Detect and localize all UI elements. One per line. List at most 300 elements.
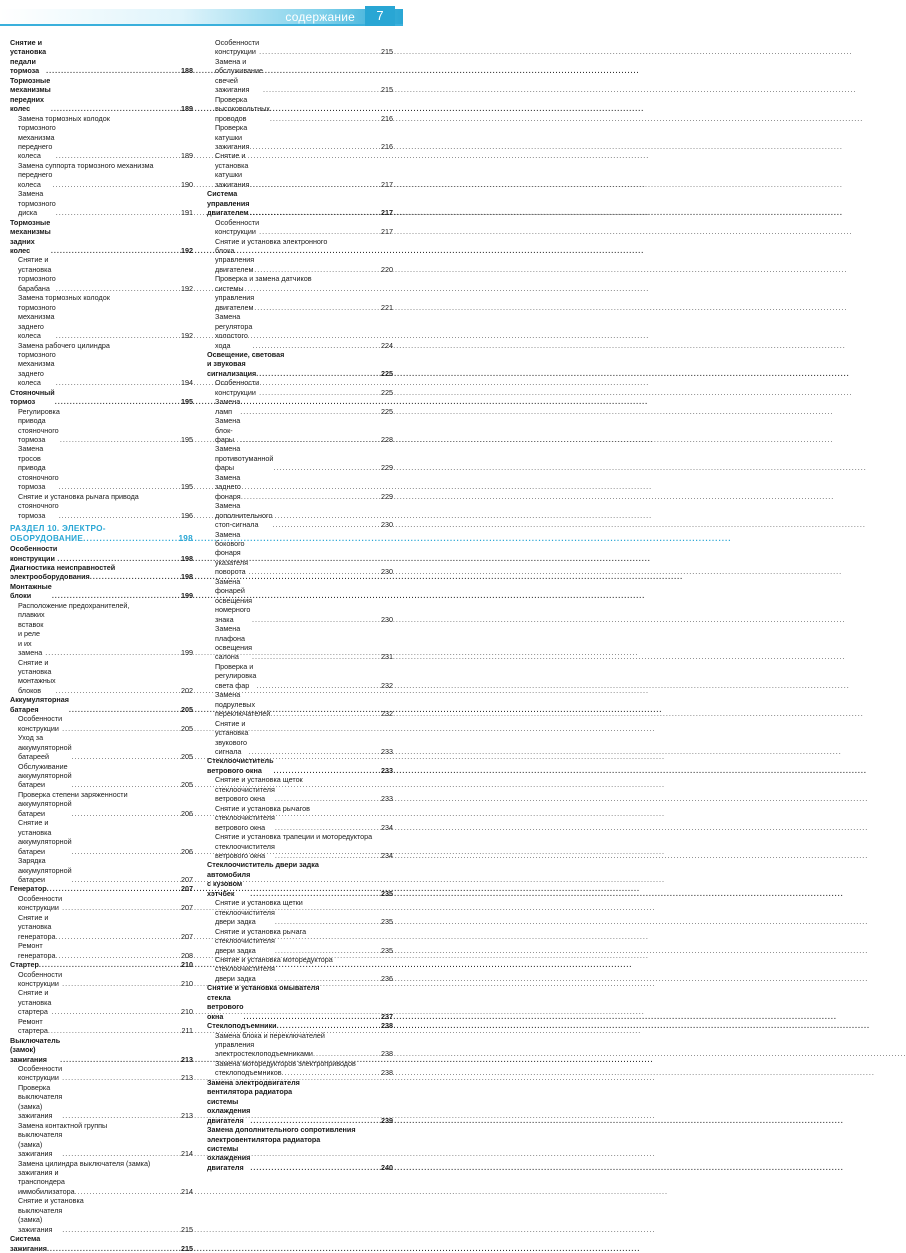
toc-entry [207, 1144, 393, 1172]
toc-entry [207, 123, 393, 151]
toc-entry-title: Снятие и установка стартера [18, 988, 52, 1017]
toc-entry [207, 57, 393, 95]
toc-entry-title: Особенности конструкции [10, 544, 58, 563]
toc-entry-title: Замена и обслуживание свечей зажигания [215, 56, 264, 95]
toc-entry-line: Снятие и установка рычага привода [18, 491, 139, 501]
dot-leader [56, 208, 180, 217]
toc-entry [10, 350, 193, 388]
toc-entry-title: Замена ламп [215, 397, 241, 416]
toc-entry-title: Уход за аккумуляторной батареей [18, 733, 72, 762]
toc-entry-page: 225 [381, 387, 393, 397]
dot-leader [259, 47, 380, 56]
toc-entry-title: системы охлаждения двигателя [207, 1144, 251, 1172]
toc-entry-page: 207 [181, 903, 193, 913]
dot-leader [270, 114, 380, 123]
toc-entry [10, 884, 193, 893]
toc-entry-line: Стеклоочиститель двери задка [207, 860, 319, 870]
toc-entry [10, 444, 193, 491]
toc-entry-title: Снятие и установка тормозного барабана [18, 255, 56, 293]
toc-entry-title: автомобиля с кузовом хэтчбек [207, 869, 251, 898]
dot-leader [249, 208, 380, 217]
toc-entry-line: Снятие и установка щетки [215, 898, 303, 908]
toc-entry-line: Снятие и установка рычагов [215, 803, 310, 813]
dot-leader [252, 341, 380, 350]
toc-entry-title: стеклоподъемников [215, 1068, 282, 1078]
toc-entry-page: 190 [181, 179, 193, 189]
toc-entry-page: 210 [181, 978, 193, 988]
toc-entry [10, 170, 193, 189]
toc-entry-page: 230 [381, 567, 393, 577]
toc-entry-title: Аккумуляторная батарея [10, 695, 69, 714]
toc-entry [10, 123, 193, 161]
toc-entry-line: Проверка степени заряженности [18, 789, 128, 799]
toc-entry-title: Замена плафона освещения салона [215, 624, 253, 662]
toc-entry [10, 714, 193, 733]
dot-leader [275, 917, 380, 926]
dot-leader [69, 705, 180, 714]
dot-leader [51, 1007, 180, 1016]
dot-leader [59, 482, 180, 491]
toc-entry-page: 192 [181, 283, 193, 293]
toc-entry [207, 38, 393, 57]
toc-entry [10, 38, 193, 76]
dot-leader [55, 397, 180, 406]
toc-entry-page: 214 [181, 1186, 193, 1196]
toc-entry-line: Снятие и установка моторедуктора [215, 954, 333, 964]
toc-entry-page: 217 [381, 179, 393, 189]
toc-entry [207, 189, 393, 217]
toc-entry [207, 473, 393, 501]
toc-entry-line: Снятие и установка [18, 1196, 84, 1206]
dot-leader [55, 951, 180, 960]
toc-entry-page: 238 [381, 1068, 393, 1078]
toc-entry-line: Освещение, световая [207, 349, 285, 359]
toc-left-column [10, 38, 193, 1253]
toc-entry-page: 221 [381, 302, 393, 312]
toc-entry-title: Особенности конструкции [18, 969, 63, 988]
toc-entry-title: Замена фонарей освещения номерного знака [215, 576, 253, 624]
dot-leader [47, 1244, 180, 1253]
toc-entry-title: Снятие и установка катушки зажигания [215, 151, 250, 189]
toc-entry [10, 818, 193, 856]
toc-entry [10, 799, 193, 818]
toc-entry-page: 210 [181, 960, 193, 970]
toc-entry-title: выключателя (замка) зажигания [18, 1130, 63, 1159]
toc-entry [207, 151, 393, 189]
toc-entry-page: 234 [381, 822, 393, 832]
toc-entry-page: 189 [181, 104, 193, 114]
dot-leader [241, 492, 380, 501]
toc-entry [10, 1017, 193, 1036]
toc-entry-title: Стеклоочиститель ветрового окна [207, 756, 274, 775]
toc-entry [207, 813, 393, 832]
dot-leader [56, 331, 180, 340]
toc-entry-title: Замена регулятора холостого хода [215, 312, 253, 350]
dot-leader [72, 780, 180, 789]
toc-entry [207, 624, 393, 662]
toc-entry [10, 988, 193, 1016]
toc-entry-title: Замена тормозного диска [18, 189, 56, 218]
toc-entry-page: 205 [181, 752, 193, 762]
toc-entry-page: 238 [381, 1049, 393, 1059]
toc-entry-title: системы управления двигателем [215, 283, 255, 312]
dot-leader [250, 889, 380, 898]
toc-entry [207, 719, 393, 757]
toc-entry-title: Снятие и установка аккумуляторной батареи [18, 818, 72, 856]
dot-leader [263, 85, 380, 94]
toc-entry-title: переднего колеса [18, 170, 53, 189]
toc-entry [10, 582, 193, 601]
toc-entry-page: 216 [381, 141, 393, 151]
toc-entry-line: Снятие и установка рычага [215, 926, 307, 936]
toc-entry-title: Замена бокового фонаря указателя поворота [215, 529, 249, 577]
toc-entry [207, 378, 393, 397]
toc-entry [207, 1097, 393, 1125]
toc-entry-page: 196 [181, 510, 193, 520]
toc-entry-page: 198 [178, 534, 193, 544]
toc-entry-title: Тормозные механизмы задних колес [10, 217, 51, 255]
toc-entry-title: ОБОРУДОВАНИЕ [10, 534, 84, 544]
dot-leader [75, 1187, 180, 1196]
toc-entry-title: Замена тросов привода стояночного тормоза [18, 444, 59, 492]
toc-entry-page: 198 [181, 553, 193, 563]
dot-leader [56, 151, 180, 160]
toc-entry [10, 1206, 193, 1234]
dot-leader [244, 1012, 380, 1021]
toc-entry-title: Особенности конструкции [215, 38, 260, 57]
toc-entry [207, 577, 393, 624]
toc-entry [10, 913, 193, 941]
dot-leader [90, 572, 180, 581]
toc-entry-line: Расположение предохранителей, [18, 600, 130, 610]
toc-entry [207, 530, 393, 577]
toc-entry-page: 207 [181, 874, 193, 884]
toc-entry-title: Система управления двигателем [207, 189, 250, 218]
toc-entry-line: Замена рабочего цилиндра [18, 340, 110, 350]
toc-entry-line: РАЗДЕЛ 10. ЭЛЕКТРО- [10, 524, 106, 534]
toc-entry-page: 217 [381, 208, 393, 218]
toc-entry-page: 205 [181, 780, 193, 790]
dot-leader [252, 652, 380, 661]
toc-entry-title: стеклоочистителя ветрового окна [215, 813, 275, 832]
toc-entry-page: 224 [381, 340, 393, 350]
dot-leader [52, 591, 180, 600]
toc-entry-page: 233 [381, 794, 393, 804]
toc-entry-page: 234 [381, 850, 393, 860]
toc-entry [10, 856, 193, 884]
toc-entry-title: стояночного тормоза [18, 501, 59, 520]
toc-entry-page: 230 [381, 520, 393, 530]
dot-leader [250, 1163, 380, 1172]
dot-leader [57, 554, 180, 563]
dot-leader [275, 794, 380, 803]
toc-entry-line: Замена цилиндра выключателя (замка) [18, 1158, 151, 1168]
dot-leader [62, 903, 180, 912]
dot-leader [275, 974, 380, 983]
page-header [0, 0, 403, 26]
toc-entry-title: Особенности конструкции [18, 893, 63, 913]
toc-entry [10, 388, 193, 407]
toc-entry-title: Особенности конструкции [215, 378, 260, 397]
dot-leader [55, 932, 180, 941]
toc-entry-page: 230 [381, 614, 393, 624]
toc-entry [10, 762, 193, 790]
toc-entry-page: 192 [181, 245, 193, 255]
toc-entry [207, 359, 393, 378]
toc-entry-title: Замена дополнительного стоп-сигнала [215, 501, 273, 530]
toc-entry-page: 191 [181, 208, 193, 218]
toc-entry [10, 610, 193, 657]
toc-entry-page: 208 [181, 950, 193, 960]
dot-leader [254, 265, 380, 274]
toc-entry [207, 95, 393, 123]
toc-entry-title: Обслуживание аккумуляторной батареи [18, 761, 72, 790]
dot-leader [259, 227, 380, 236]
toc-entry-page: 228 [381, 435, 393, 445]
toc-entry-line: Замена дополнительного сопротивления [207, 1125, 356, 1135]
dot-leader [313, 1049, 380, 1058]
toc-entry [207, 1068, 393, 1077]
dot-leader [240, 407, 380, 416]
toc-entry-page: 198 [181, 572, 193, 582]
toc-entry-title: Монтажные блоки [10, 581, 52, 601]
toc-entry-title: Снятие и установка генератора [18, 912, 56, 941]
toc-entry [207, 785, 393, 804]
toc-entry-page: 215 [181, 1243, 193, 1253]
toc-entry-page: 188 [181, 66, 193, 76]
toc-entry-line: Снятие и установка щеток [215, 775, 303, 785]
dot-leader [254, 303, 380, 312]
toc-entry-page: 232 [381, 709, 393, 719]
toc-entry-page: 237 [381, 1011, 393, 1021]
toc-entry-page: 213 [181, 1111, 193, 1121]
dot-leader [272, 520, 380, 529]
toc-entry-page: 220 [381, 264, 393, 274]
toc-entry [10, 1234, 193, 1253]
toc-entry-page: 213 [181, 1054, 193, 1064]
toc-entry [10, 534, 193, 544]
dot-leader [282, 1068, 380, 1077]
toc-entry-line: вентилятора радиатора [207, 1087, 293, 1097]
toc-entry [207, 1021, 393, 1030]
dot-leader [48, 1026, 181, 1035]
toc-entry [10, 1064, 193, 1083]
dot-leader [259, 388, 380, 397]
dot-leader [249, 180, 380, 189]
toc-entry-title: Стартер [10, 960, 39, 970]
dot-leader [47, 884, 180, 893]
toc-entry [207, 662, 393, 690]
toc-entry-page: 238 [381, 1021, 393, 1031]
toc-entry-page: 205 [181, 704, 193, 714]
toc-entry-page: 235 [381, 945, 393, 955]
toc-entry-title: Стеклоподъемники [207, 1021, 277, 1031]
toc-entry-title: Стояночный тормоз [10, 387, 55, 407]
toc-entry-title: Особенности конструкции [18, 714, 63, 733]
toc-entry-line: Замена моторедукторов электроприводов [215, 1058, 356, 1068]
toc-entry-line: Замена тормозных колодок [18, 113, 110, 123]
dot-leader [51, 104, 180, 113]
toc-entry [207, 842, 393, 861]
toc-entry-page: 207 [181, 931, 193, 941]
dot-leader [60, 1055, 180, 1064]
dot-leader [256, 369, 380, 378]
dot-leader [240, 435, 380, 444]
toc-entry [10, 695, 193, 714]
dot-leader [39, 960, 180, 969]
toc-entry-title: тормозного механизма переднего колеса [18, 123, 56, 161]
toc-entry [207, 690, 393, 718]
toc-entry-page: 194 [181, 378, 193, 388]
toc-entry-title: стеклоочистителя двери задка [215, 936, 275, 955]
toc-entry-title: тормозного механизма заднего колеса [18, 349, 56, 388]
toc-entry-page: 214 [181, 1149, 193, 1159]
toc-entry-page: 192 [181, 331, 193, 341]
toc-entry-page: 225 [381, 368, 393, 378]
toc-entry-page: 205 [181, 723, 193, 733]
dot-leader [275, 851, 380, 860]
toc-entry [207, 870, 393, 898]
toc-entry [10, 894, 193, 913]
toc-entry-title: Ремонт генератора [18, 941, 56, 960]
toc-entry-page: 236 [381, 973, 393, 983]
toc-entry-page: 229 [381, 491, 393, 501]
toc-entry [10, 733, 193, 761]
toc-entry-title: Проверка и регулировка света фар [215, 661, 257, 690]
dot-leader [72, 809, 180, 818]
toc-entry-page: 189 [181, 151, 193, 161]
toc-entry-page: 225 [381, 406, 393, 416]
dot-leader [51, 246, 180, 255]
dot-leader [275, 946, 380, 955]
toc-entry-line: Снятие и установка электронного [215, 236, 328, 246]
dot-leader [56, 378, 180, 387]
toc-entry-title: Замена блок-фары [215, 416, 241, 445]
dot-leader [56, 284, 180, 293]
dot-leader [72, 752, 180, 761]
toc-entry-page: 235 [381, 917, 393, 927]
toc-entry-title: аккумуляторной батареи [18, 799, 72, 818]
toc-entry [207, 246, 393, 274]
dot-leader [62, 979, 180, 988]
toc-entry-title: Особенности конструкции [18, 1064, 63, 1083]
dot-leader [56, 686, 180, 695]
toc-entry-title: зажигания и транспондера иммобилизатора [18, 1168, 75, 1196]
toc-entry [207, 908, 393, 927]
dot-leader [83, 534, 177, 544]
dot-leader [249, 567, 380, 576]
toc-entry-page: 195 [181, 397, 193, 407]
toc-entry-title: системы охлаждения двигателя [207, 1096, 251, 1125]
toc-entry-title: стеклоочистителя двери задка [215, 964, 275, 983]
dot-leader [248, 747, 380, 756]
toc-entry-title: и звуковая сигнализация [207, 359, 257, 378]
dot-leader [59, 511, 180, 520]
dot-leader [60, 435, 180, 444]
toc-entry-line: Снятие и установка омывателя [207, 983, 320, 993]
toc-entry [10, 407, 193, 445]
dot-leader [45, 648, 180, 657]
toc-entry [207, 397, 393, 416]
toc-entry-page: 235 [381, 888, 393, 898]
toc-entry-page: 217 [381, 227, 393, 237]
toc-entry-line: Снятие и установка трапеции и мотоpедуктора [215, 832, 373, 842]
dot-leader [72, 875, 180, 884]
toc-entry-line: Замена контактной группы [18, 1120, 108, 1130]
toc-entry-page: 233 [381, 746, 393, 756]
toc-entry [10, 189, 193, 217]
dot-leader [62, 1225, 180, 1234]
toc-entry-title: Тормозные механизмы передних колес [10, 75, 51, 114]
toc-entry [10, 1168, 193, 1196]
toc-entry-title: тормозного механизма заднего колеса [18, 302, 56, 341]
toc-entry-title: стеклоочистителя ветрового окна [215, 784, 275, 804]
dot-leader [62, 1149, 180, 1158]
dot-leader [252, 615, 380, 624]
toc-entry-title: Проверка выключателя (замка) зажигания [18, 1082, 63, 1121]
toc-entry-title: Замена заднего фонаря [215, 472, 241, 501]
toc-entry-page: 240 [381, 1162, 393, 1172]
toc-entry-line: Замена блока и переключателей [215, 1030, 325, 1040]
toc-entry-page: 215 [181, 1224, 193, 1234]
toc-entry [10, 1036, 193, 1064]
toc-entry [207, 218, 393, 237]
toc-entry [207, 284, 393, 312]
dot-leader [273, 463, 380, 472]
header-title: содержание [285, 10, 355, 24]
dot-leader [249, 142, 380, 151]
toc-entry-page: 213 [181, 1073, 193, 1083]
toc-entry-title: блока управления двигателем [215, 245, 255, 274]
toc-entry-page: 231 [381, 652, 393, 662]
toc-entry [207, 416, 393, 444]
toc-entry [10, 1083, 193, 1121]
toc-entry-line: Замена электродвигателя [207, 1077, 300, 1087]
toc-entry [10, 960, 193, 969]
toc-entry [10, 658, 193, 696]
toc-entry [207, 993, 393, 1021]
toc-entry-title: Замена противотуманной фары [215, 444, 274, 473]
toc-entry [10, 941, 193, 960]
toc-entry-line: Диагностика неисправностей [10, 563, 116, 573]
toc-entry-title: Проверка катушки зажигания [215, 123, 250, 151]
toc-entry [207, 936, 393, 955]
toc-entry-page: 207 [181, 884, 193, 894]
toc-entry-title: плавких вставок и реле и их замена [18, 610, 45, 658]
dot-leader [275, 823, 380, 832]
toc-entry-title: Зарядка аккумуляторной батареи [18, 856, 72, 884]
toc-entry-title: Ремонт стартера [18, 1016, 48, 1036]
toc-entry-title: Генератор [10, 884, 47, 894]
toc-entry-page: 216 [381, 113, 393, 123]
dot-leader [274, 766, 381, 775]
toc-entry-page: 215 [381, 47, 393, 57]
page-number: 7 [365, 6, 395, 26]
dot-leader [72, 847, 180, 856]
toc-entry-page: 195 [181, 482, 193, 492]
toc-entry [207, 312, 393, 350]
toc-entry-page: 239 [381, 1115, 393, 1125]
toc-entry [10, 970, 193, 989]
toc-entry-title: Снятие и установка монтажных блоков [18, 657, 56, 695]
toc-entry-line: электровентилятора радиатора [207, 1134, 321, 1144]
toc-entry-page: 206 [181, 846, 193, 856]
toc-entry [10, 572, 193, 581]
toc-entry-page: 202 [181, 685, 193, 695]
toc-entry-page: 199 [181, 591, 193, 601]
dot-leader [62, 1111, 180, 1120]
toc-entry-title: стеклоочистителя ветрового окна [215, 841, 275, 860]
